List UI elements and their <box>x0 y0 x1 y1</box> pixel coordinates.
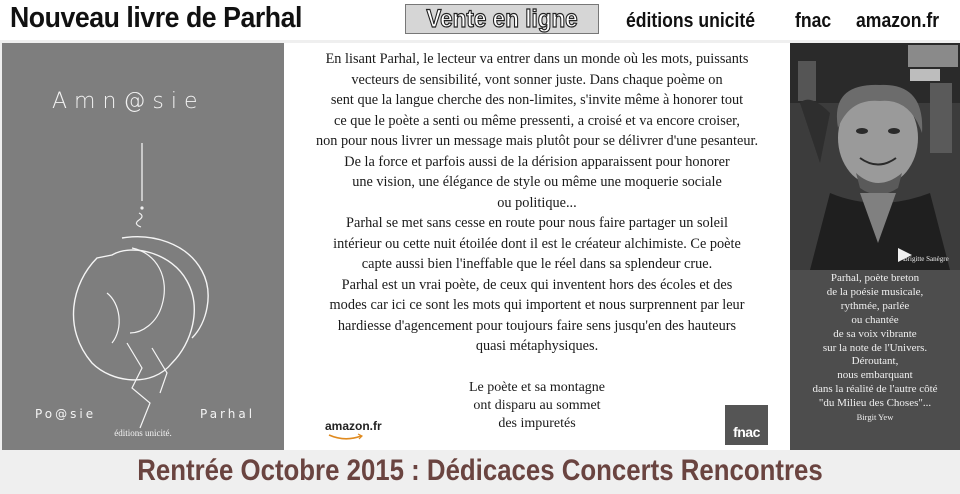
review-line: sent que la langue cherche des non-limites, s'invite même à honorer tout <box>330 92 744 108</box>
review-line: Parhal est un vrai poète, de ceux qui inventent hors des écoles et des <box>341 276 733 293</box>
cover-title: Amn@sie <box>52 89 205 114</box>
review-line: ou politique... <box>497 194 577 211</box>
verse-line: ont disparu au sommet <box>473 398 601 413</box>
vente-en-ligne-banner[interactable] <box>405 4 599 34</box>
review-line: De la force et parfois aussi de la dérision apparaissent pour honorer <box>344 153 730 170</box>
link-fnac[interactable]: fnac <box>795 10 832 32</box>
review-line: non pour nous livrer un message mais plutôt pour se délivrer d'une pesanteur. <box>315 133 759 149</box>
fnac-logo[interactable]: fnac <box>725 405 768 445</box>
photo-credit: Brigitte Sanègre <box>903 255 949 263</box>
bio-signature: Birgit Yew <box>856 412 894 423</box>
review-line: En lisant Parhal, le lecteur va entrer dans un monde où les mots, puissants <box>325 51 749 67</box>
vente-en-ligne-label: Vente en ligne <box>426 4 578 33</box>
header-bar <box>0 0 960 40</box>
amazon-logo[interactable]: amazon.fr <box>325 419 382 433</box>
bio-line: ou chantée <box>851 313 899 326</box>
cover-illustration <box>2 43 284 450</box>
review-line: modes car ici ce sont les mots qui importent et nous surprennent par leur <box>329 297 745 313</box>
bio-line: "du Milieu des Choses"... <box>818 397 932 410</box>
bio-line: dans la réalité de l'autre côté <box>812 383 938 396</box>
link-editions-unicite[interactable]: éditions unicité <box>626 10 756 32</box>
review-line: une vision, une élégance de style ou même une moquerie sociale <box>352 174 722 190</box>
bio-line: de la poésie musicale, <box>826 285 924 298</box>
amazon-smile-icon <box>327 433 367 441</box>
cover-poesie-label: Po@sie <box>35 407 97 421</box>
review-line: ce que le poète a senti ou même pressenti, a croisé et va encore croiser, <box>334 112 740 129</box>
review-line: capte aussi bien l'ineffable que le réel dans sa splendeur crue. <box>361 256 713 272</box>
bio-line: Déroutant, <box>851 355 899 368</box>
footer-announcement: Rentrée Octobre 2015 : Dédicaces Concerts Rencontres <box>137 454 823 487</box>
bio-line: de sa voix vibrante <box>833 327 917 340</box>
bio-line: Parhal, poète breton <box>830 272 920 284</box>
review-line: hardiesse d'agencement pour toujours faire sens jusqu'en des hauteurs <box>337 317 737 334</box>
review-text <box>284 49 790 357</box>
cover-author: Parhal <box>200 407 256 421</box>
bio-text <box>790 272 960 425</box>
bio-line: rythmée, parlée <box>840 299 910 312</box>
footer-bar <box>0 450 960 494</box>
page-title: Nouveau livre de Parhal <box>10 2 302 34</box>
review-line: vecteurs de sensibilité, vont sonner juste. Dans chaque poème on <box>351 71 723 88</box>
review-line: Parhal se met sans cesse en route pour nous faire partager un soleil <box>346 215 728 231</box>
book-cover <box>2 43 284 450</box>
review-line: intérieur ou cette nuit étoilée dont il est le créateur alchimiste. Ce poète <box>333 235 741 252</box>
bio-line: nous embarquant <box>837 369 913 382</box>
verse-line: des impuretés <box>498 416 576 431</box>
author-bio <box>790 270 960 450</box>
cover-publisher: éditions unicité. <box>114 428 172 438</box>
review-panel <box>284 43 790 450</box>
review-line: quasi métaphysiques. <box>475 338 599 354</box>
author-portrait-image <box>790 43 960 270</box>
bio-line: sur la note de l'Univers. <box>822 341 928 354</box>
link-amazon[interactable]: amazon.fr <box>856 10 940 32</box>
author-photo <box>790 43 960 270</box>
verse-line: Le poète et sa montagne <box>468 380 606 395</box>
